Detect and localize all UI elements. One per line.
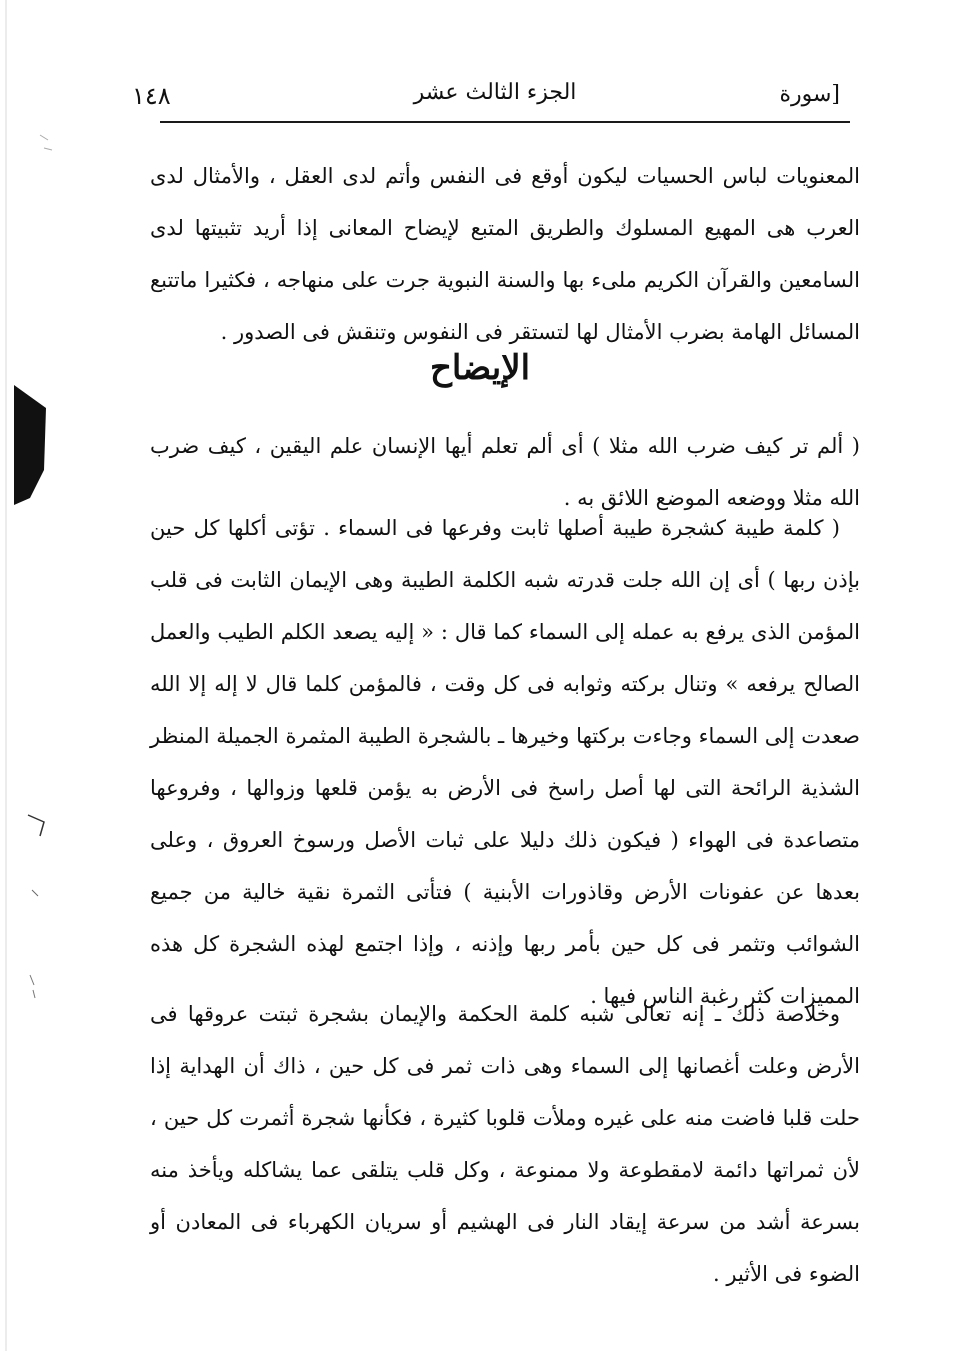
section-heading: الإيضاح [429, 348, 531, 388]
page-number: ١٤٨ [132, 82, 171, 110]
paragraph-3: وخلاصة ذلك ـ إنه تعالى شبه كلمة الحكمة والإيمان بشجرة ثبتت عروقها فى الأرض وعلت أغصانها إلى السماء وهى ذات ثمر فى كل حين ، ذاك أن الهداية إذا حلت قلبا فاضت منه على غيره وملأت قلوبا كثيرة ، فكأنها شجرة أثمرت كل حين ، لأن ثمراتها دائمة لامقطوعة ولا ممنوعة ، وكل قلب يتلقى عما يشاكله ويأخذ منه بسرعة أشد من سرعة إيقاد النار فى الهشيم أو سريان الكهرباء فى المعادن أو الضوء فى الأثير . [150, 1002, 860, 1286]
header-rule [160, 121, 850, 123]
surah-label: [سورة [779, 82, 840, 107]
paragraph-1: ( ألم تر كيف ضرب الله مثلا ) أى ألم تعلم أيها الإنسان علم اليقين ، كيف ضرب الله مثلا ووضعه الموضع اللائق به . [150, 434, 860, 510]
paragraph-2: ( كلمة طيبة كشجرة طيبة أصلها ثابت وفرعها فى السماء . تؤتى أكلها كل حين بإذن ربها ) أى إن الله جلت قدرته شبه الكلمة الطيبة وهى الإيمان الثابت فى قلب المؤمن الذى يرفع به عمله إلى السماء كما قال : « إليه يصعد الكلم الطيب والعمل الصالح يرفعه » وتنال بركته وثوابه فى كل وقت ، فالمؤمن كلما قال لا إله إلا الله صعدت إلى السماء وجاءت بركتها وخيرها ـ بالشجرة الطيبة المثمرة الجميلة المنظر الشذية الرائحة التى لها أصل راسخ فى الأرض به يؤمن قلعها وزوالها ، وفروعها متصاعدة فى الهواء ( فيكون ذلك دليلا على ثبات الأصل ورسوخ العروق ، وعلى بعدها عن عفونات الأرض وقاذورات الأبنية ) فتأتى الثمرة نقية خالية من جميع الشوائب وتثمر فى كل حين بأمر ربها وإذنه ، وإذا اجتمع لهذه الشجرة كل هذه المميزات كثر رغبة الناس فيها . [150, 516, 860, 1008]
running-title: الجزء الثالث عشر [413, 80, 577, 105]
intro-paragraph: المعنويات لباس الحسيات ليكون أوقع فى النفس وأتم لدى العقل ، والأمثال لدى العرب هى المهيع المسلوك والطريق المتبع لإيضاح المعانى إذا أريد تثبيتها لدى السامعين والقرآن الكريم ملىء بها والسنة النبوية جرت على منهاجه ، فكثيرا ماتتبع المسائل الهامة بضرب الأمثال لها لتستقر فى النفوس وتنقش فى الصدور . [150, 164, 860, 344]
